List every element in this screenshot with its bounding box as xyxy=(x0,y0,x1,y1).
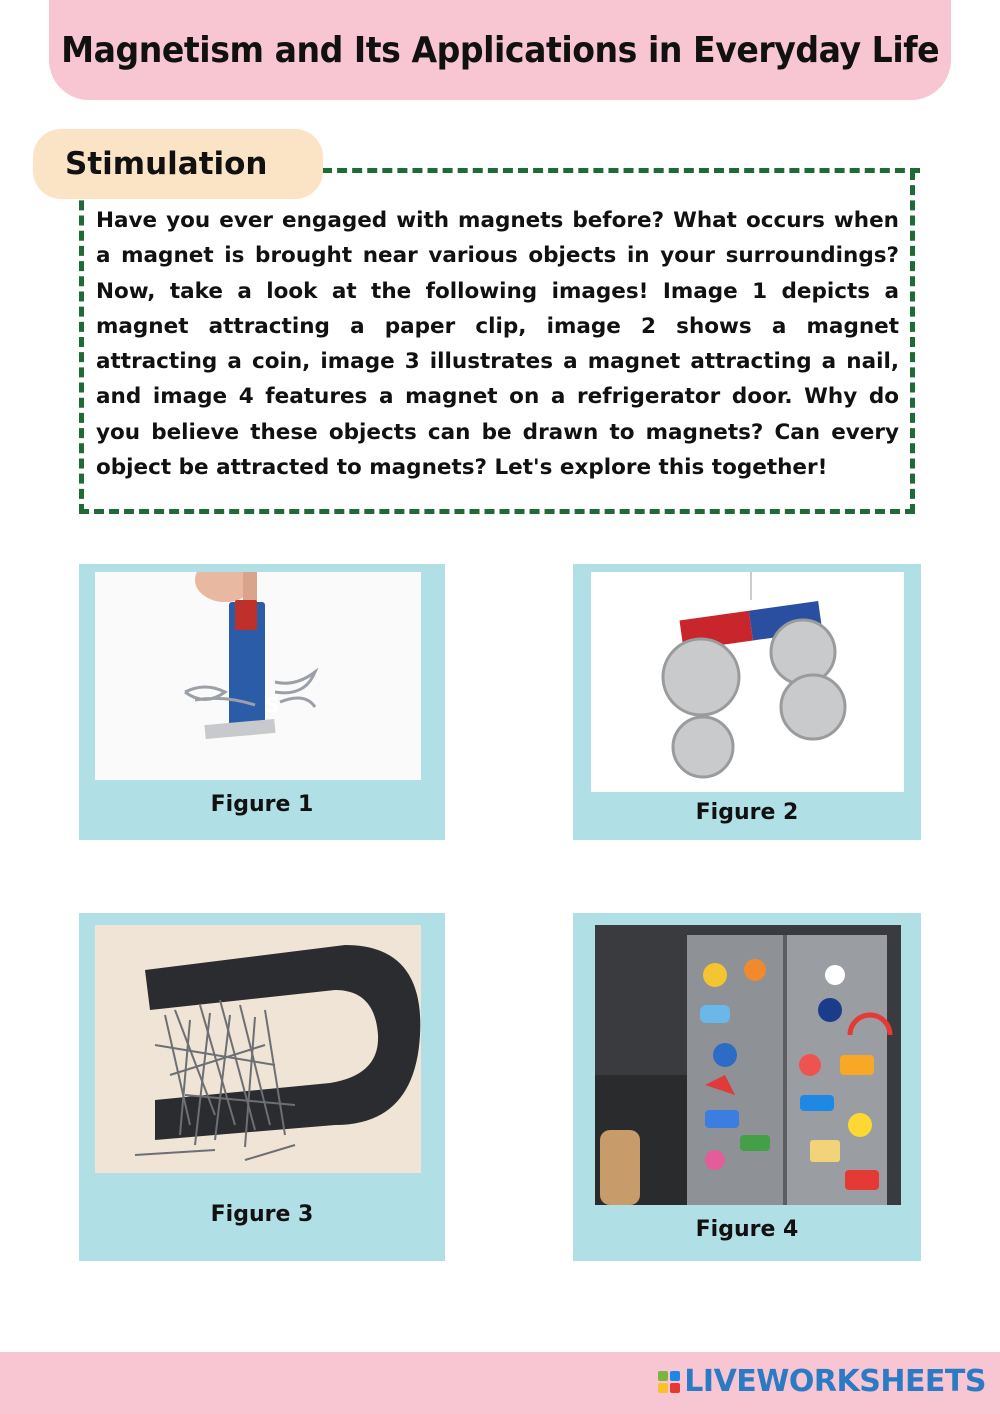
figure-4-caption: Figure 4 xyxy=(695,1217,799,1242)
brand-grid-icon xyxy=(658,1371,680,1393)
title-banner xyxy=(49,0,951,100)
figure-4-image xyxy=(595,925,901,1205)
brand-logo[interactable] xyxy=(658,1364,986,1399)
brand-name: LIVEWORKSHEETS xyxy=(684,1364,986,1399)
figure-card-3 xyxy=(79,913,445,1261)
svg-text:S: S xyxy=(265,693,280,717)
figure-3-image xyxy=(95,925,421,1173)
stimulation-heading-tab xyxy=(33,129,323,199)
page-title: Magnetism and Its Applications in Everyday Life xyxy=(61,29,939,71)
footer-bar xyxy=(0,1352,1000,1414)
figure-1-caption: Figure 1 xyxy=(210,792,314,817)
figure-2-caption: Figure 2 xyxy=(695,800,799,825)
figure-3-caption: Figure 3 xyxy=(210,1202,314,1227)
figure-2-image xyxy=(591,572,904,792)
figure-card-4 xyxy=(573,913,921,1261)
figure-card-1 xyxy=(79,564,445,840)
stimulation-heading: Stimulation xyxy=(65,146,268,182)
figure-card-2 xyxy=(573,564,921,840)
stimulation-text: Have you ever engaged with magnets before? What occurs when a magnet is brought near various objects in your surroundings? Now, take a look at the following images! Image 1 depicts a magnet attracting a paper clip, image 2 shows a magnet attracting a coin, image 3 illustrates a magnet attracting a nail, and image 4 features a magnet on a refrigerator door. Why do you believe these objects can be drawn to magnets? Can every object be attracted to magnets? Let's explore this together! xyxy=(96,208,899,481)
figure-1-image xyxy=(95,572,421,780)
